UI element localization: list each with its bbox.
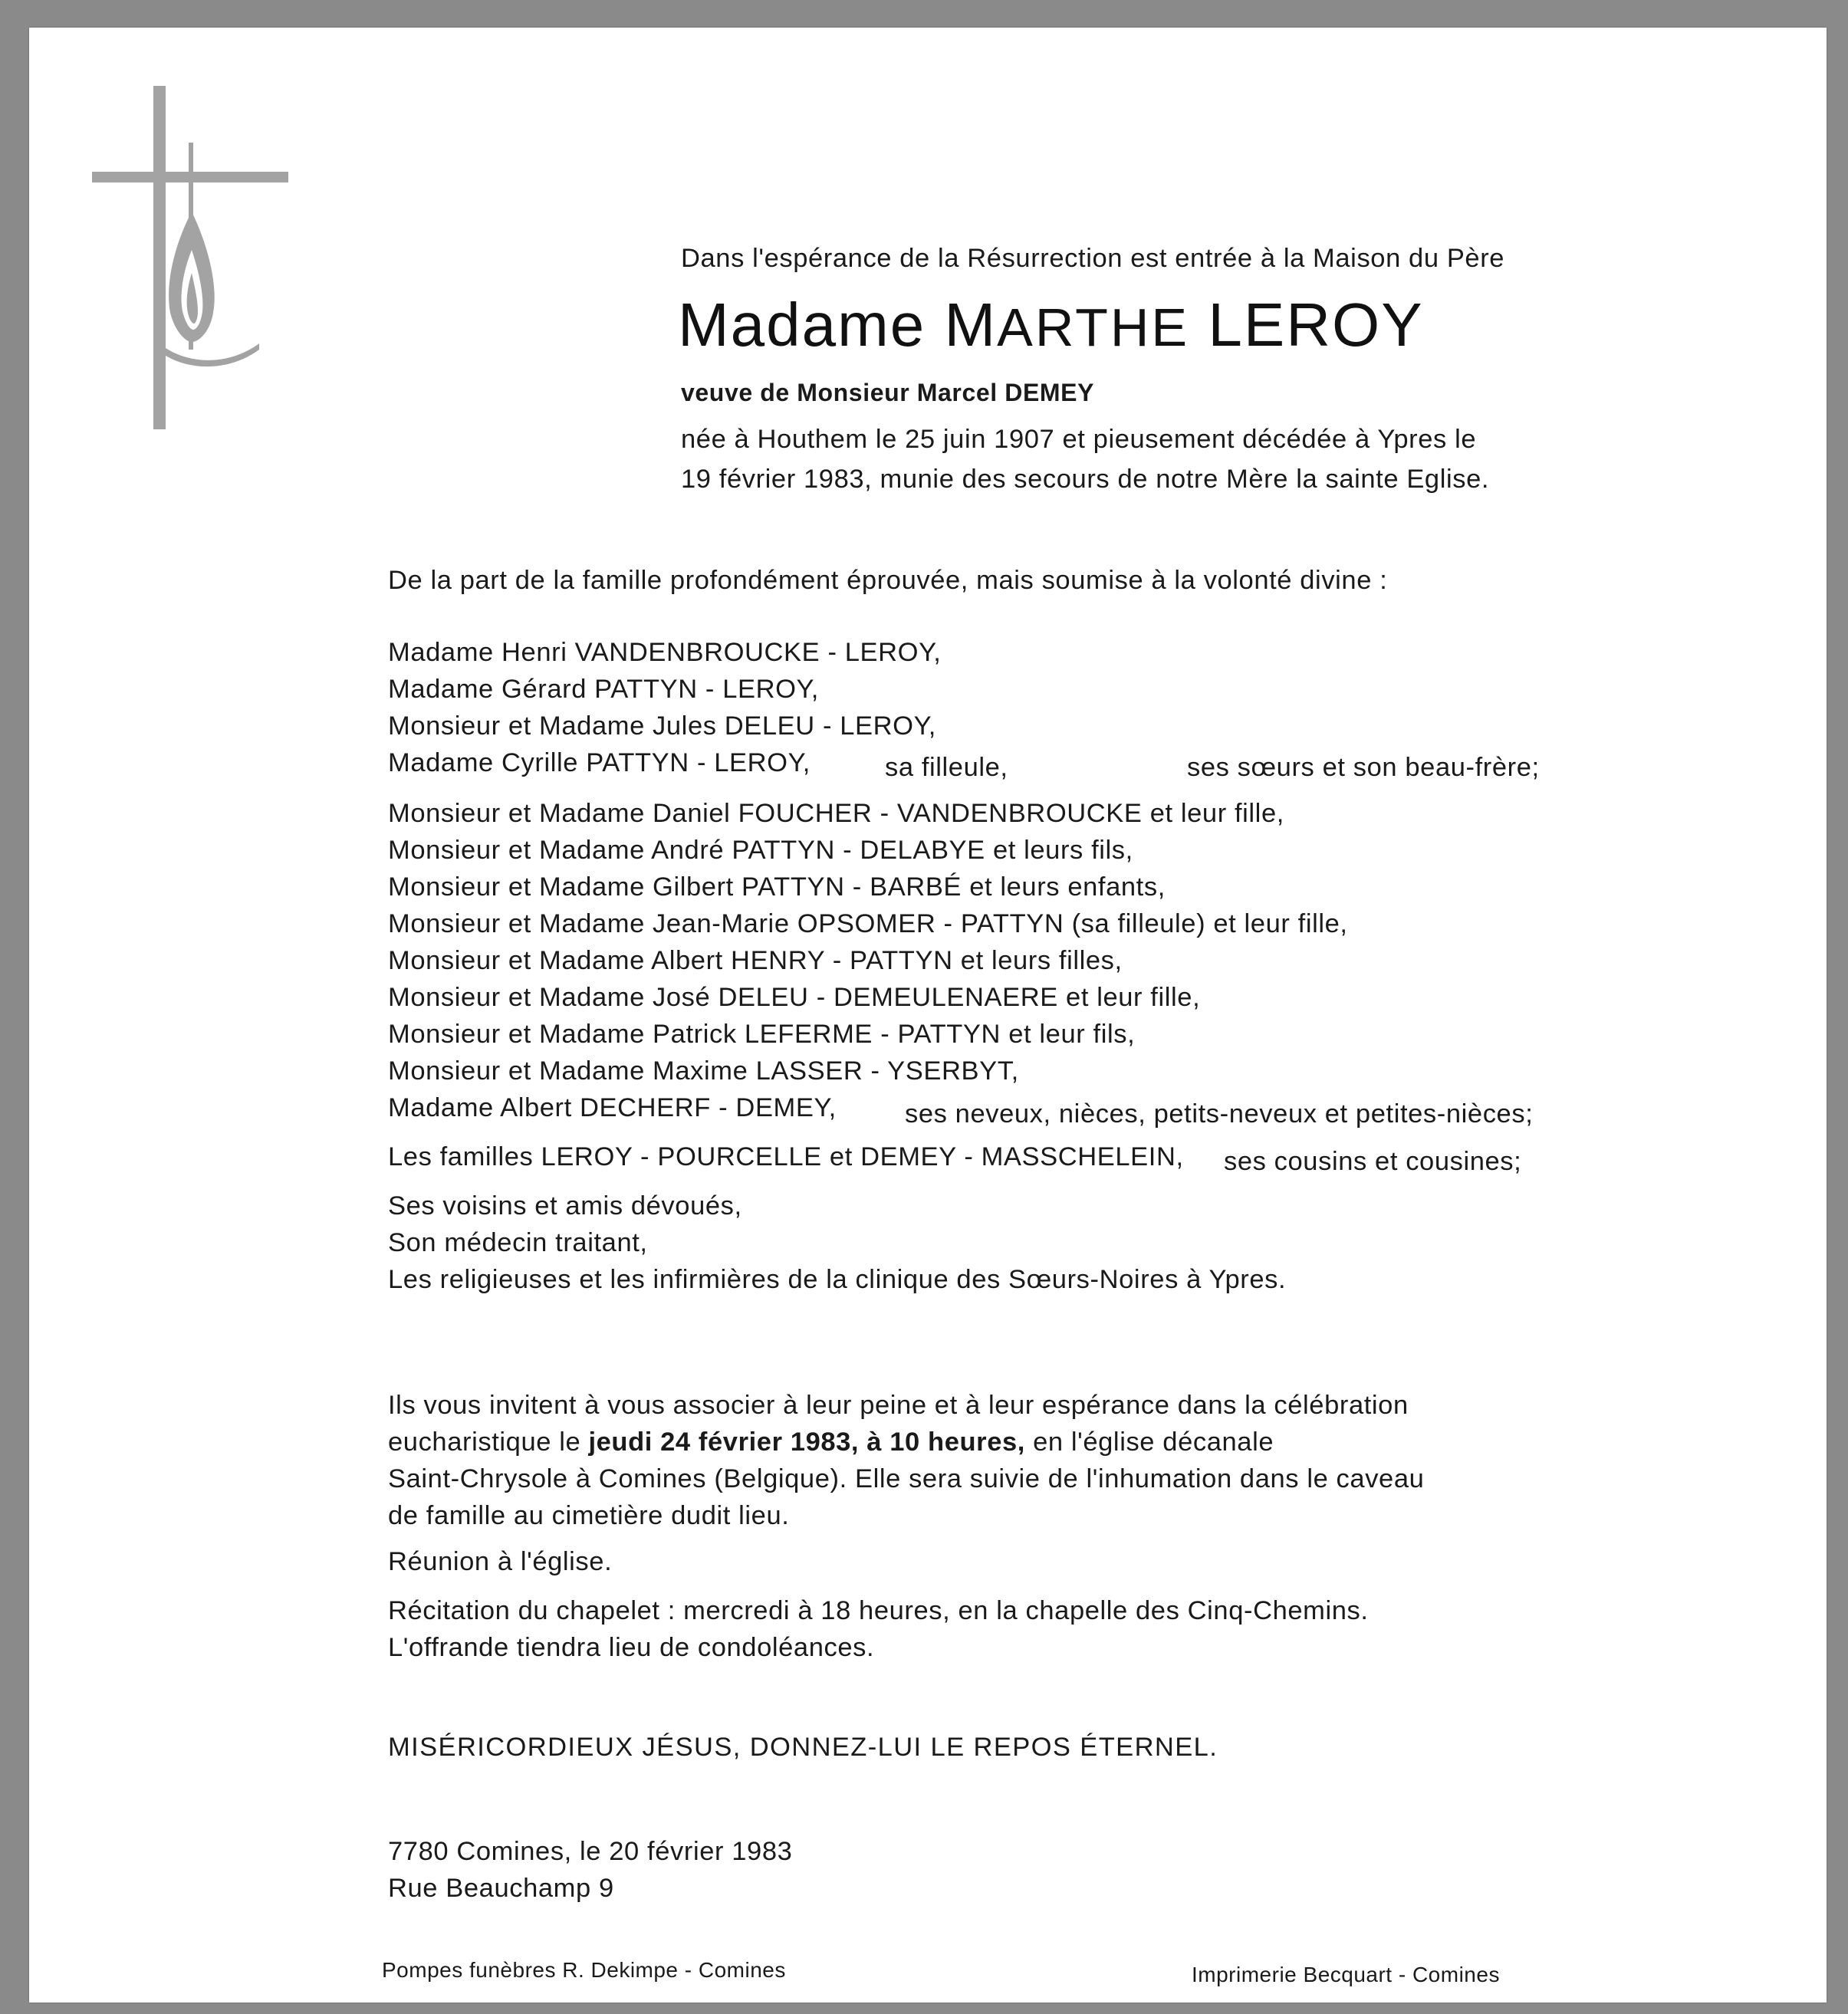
- nephew-line: Monsieur et Madame Albert HENRY - PATTYN et leurs filles,: [388, 946, 1123, 975]
- others-line: Ses voisins et amis dévoués,: [388, 1191, 742, 1221]
- widow-line: veuve de Monsieur Marcel DEMEY: [681, 379, 1095, 406]
- name-first-rest: ARTHE: [997, 297, 1190, 357]
- siblings-note-goddaughter: sa filleule,: [885, 753, 1008, 782]
- others-line: Les religieuses et les infirmières de la clinique des Sœurs-Noires à Ypres.: [388, 1265, 1287, 1294]
- invitation-line-3: Saint-Chrysole à Comines (Belgique). Elle sera suivie de l'inhumation dans le caveau: [388, 1464, 1425, 1493]
- address-line-1: 7780 Comines, le 20 février 1983: [388, 1837, 793, 1866]
- footer-funeral-home: Pompes funèbres R. Dekimpe - Comines: [382, 1958, 786, 1982]
- nephew-line: Monsieur et Madame José DELEU - DEMEULENAERE et leur fille,: [388, 983, 1201, 1012]
- name-last: LEROY: [1208, 291, 1424, 359]
- invitation-line-2: [388, 1429, 1274, 1456]
- nephew-line: Monsieur et Madame Daniel FOUCHER - VANDENBROUCKE et leur fille,: [388, 799, 1284, 828]
- intro-line: Dans l'espérance de la Résurrection est entrée à la Maison du Père: [681, 244, 1505, 273]
- invitation-line-1: Ils vous invitent à vous associer à leur peine et à leur espérance dans la célébration: [388, 1391, 1409, 1420]
- reunion-line: Réunion à l'église.: [388, 1547, 613, 1576]
- invitation-line-4: de famille au cimetière dudit lieu.: [388, 1501, 790, 1530]
- nephew-line: Monsieur et Madame Patrick LEFERME - PATTYN et leur fils,: [388, 1020, 1136, 1049]
- birth-line-2: 19 février 1983, munie des secours de notre Mère la sainte Eglise.: [681, 465, 1490, 494]
- name-prefix: Madame: [678, 291, 926, 359]
- others-line: Son médecin traitant,: [388, 1228, 648, 1257]
- ceremony-date: jeudi 24 février 1983, à 10 heures,: [588, 1428, 1025, 1457]
- deceased-name: [678, 291, 1424, 359]
- death-notice-card: [29, 28, 1827, 2003]
- family-intro: De la part de la famille profondément éprouvée, mais soumise à la volonté divine :: [388, 566, 1388, 595]
- sibling-line: Madame Cyrille PATTYN - LEROY,: [388, 748, 811, 777]
- birth-line-1: née à Houthem le 25 juin 1907 et pieusement décédée à Ypres le: [681, 425, 1477, 454]
- address-line-2: Rue Beauchamp 9: [388, 1874, 614, 1903]
- nephews-note: ses neveux, nièces, petits-neveux et petites-nièces;: [905, 1099, 1534, 1129]
- cousins-line: Les familles LEROY - POURCELLE et DEMEY - MASSCHELEIN,: [388, 1142, 1184, 1171]
- sibling-line: Madame Henri VANDENBROUCKE - LEROY,: [388, 638, 942, 667]
- name-first-initial: M: [944, 291, 998, 359]
- prayer-line: MISÉRICORDIEUX JÉSUS, DONNEZ-LUI LE REPOS ÉTERNEL.: [388, 1733, 1218, 1762]
- nephew-line: Monsieur et Madame Maxime LASSER - YSERBYT,: [388, 1056, 1019, 1086]
- nephew-line: Madame Albert DECHERF - DEMEY,: [388, 1093, 837, 1122]
- cross-flame-icon: [29, 28, 336, 488]
- offering-line: L'offrande tiendra lieu de condoléances.: [388, 1633, 875, 1662]
- invitation-text: en l'église décanale: [1033, 1428, 1274, 1457]
- siblings-note-relation: ses sœurs et son beau-frère;: [1187, 753, 1540, 782]
- invitation-text: eucharistique le: [388, 1428, 581, 1457]
- nephew-line: Monsieur et Madame Gilbert PATTYN - BARBÉ et leurs enfants,: [388, 872, 1166, 902]
- cousins-note: ses cousins et cousines;: [1224, 1147, 1522, 1176]
- rosary-line: Récitation du chapelet : mercredi à 18 heures, en la chapelle des Cinq-Chemins.: [388, 1596, 1369, 1625]
- sibling-line: Monsieur et Madame Jules DELEU - LEROY,: [388, 711, 936, 741]
- nephew-line: Monsieur et Madame André PATTYN - DELABYE et leurs fils,: [388, 836, 1133, 865]
- nephew-line: Monsieur et Madame Jean-Marie OPSOMER - PATTYN (sa filleule) et leur fille,: [388, 909, 1348, 938]
- footer-printer: Imprimerie Becquart - Comines: [1192, 1963, 1500, 1986]
- sibling-line: Madame Gérard PATTYN - LEROY,: [388, 675, 819, 704]
